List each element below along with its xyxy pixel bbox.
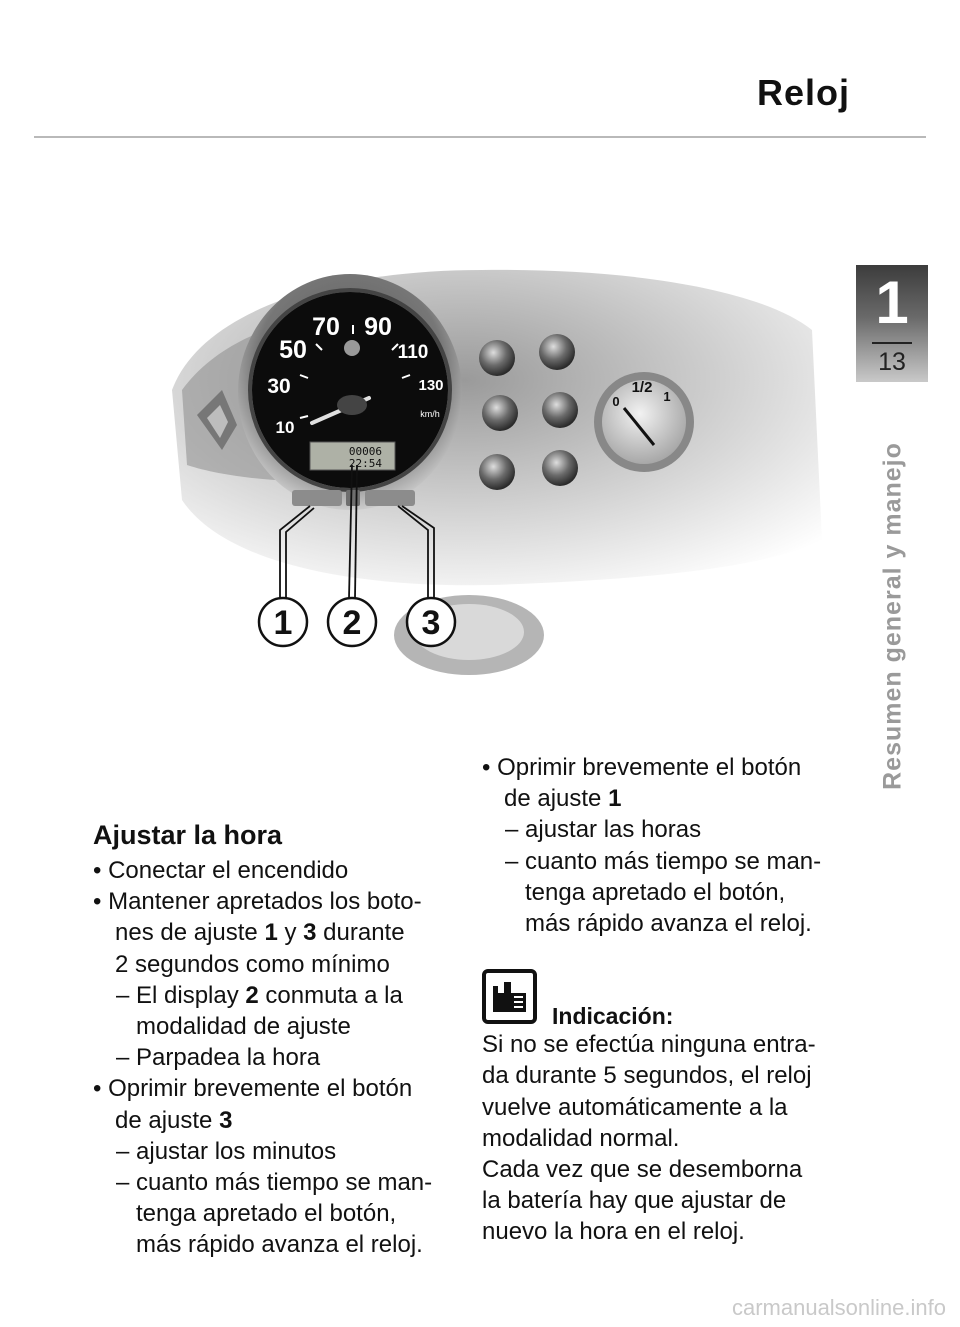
sub-item: – El display 2 conmuta a la modalidad de ajuste: [116, 981, 403, 1041]
speed-label: 50: [279, 336, 307, 364]
chapter-tab: [856, 265, 928, 382]
bullet-item: • Mantener apretados los boto- nes de ajuste 1 y 3 durante 2 segundos como mínimo: [93, 888, 422, 978]
callout-label-1: 1: [273, 604, 293, 642]
note-title: Indicación:: [552, 1003, 674, 1030]
setting-button-3: [365, 490, 415, 506]
page-title: Reloj: [756, 72, 850, 113]
note-icon: [482, 969, 537, 1024]
setting-button-1: [292, 490, 342, 506]
sub-item: – ajustar los minutos: [116, 1137, 337, 1165]
speed-unit-label: km/h: [420, 409, 440, 419]
speed-label: 30: [267, 375, 291, 398]
chapter-divider: [872, 342, 912, 344]
bullet-item: • Oprimir brevemente el botón de ajuste 1: [482, 754, 802, 813]
callout-label-3: 3: [421, 604, 441, 642]
right-column: [482, 752, 862, 1248]
note-header: [482, 969, 862, 1029]
sub-item: – ajustar las horas: [505, 816, 702, 844]
fuel-label: 1/2: [631, 379, 653, 396]
bullet-item: • Oprimir brevemente el botón de ajuste 3: [93, 1075, 413, 1134]
lcd-clock: 22:54: [348, 457, 382, 470]
chapter-side-label: Resumen general y manejo: [878, 442, 907, 790]
fuel-label: 1: [663, 389, 671, 404]
speed-label: 70: [312, 313, 340, 341]
sub-item: – cuanto más tiempo se man- tenga apretado el botón, más rápido avanza el reloj.: [116, 1169, 433, 1259]
instrument-cluster-photo: [162, 240, 838, 694]
header-rule: [34, 136, 926, 138]
note-body: Si no se efectúa ninguna entra- da durante 5 segundos, el reloj vuelve automáticamente a la modalidad normal. Cada vez que se desemborna la batería hay que ajustar de nuevo la hora en el reloj.: [482, 1031, 816, 1246]
speed-label: 130: [418, 377, 444, 394]
speed-label: 10: [275, 418, 295, 437]
watermark-text: carmanualsonline.info: [731, 1295, 946, 1320]
page-number: 13: [878, 348, 906, 376]
callout-label-2: 2: [342, 604, 362, 642]
sub-item: – Parpadea la hora: [116, 1044, 321, 1072]
speed-label: 90: [364, 313, 392, 341]
section-heading: Ajustar la hora: [93, 820, 283, 850]
chapter-number: 1: [875, 269, 909, 336]
fuel-label: 0: [612, 394, 620, 409]
callout-1: [259, 598, 307, 646]
bullet-item: • Conectar el encendido: [93, 857, 349, 884]
callout-3: [407, 598, 455, 646]
callout-2: [328, 598, 376, 646]
sub-item: – cuanto más tiempo se man- tenga apretado el botón, más rápido avanza el reloj.: [505, 847, 822, 938]
lcd-odometer: 00006: [348, 445, 382, 458]
instrument-cluster-figure: [162, 240, 838, 694]
speed-label: 110: [397, 342, 429, 363]
setting-button-2: [346, 490, 360, 506]
left-column: [93, 815, 473, 1261]
